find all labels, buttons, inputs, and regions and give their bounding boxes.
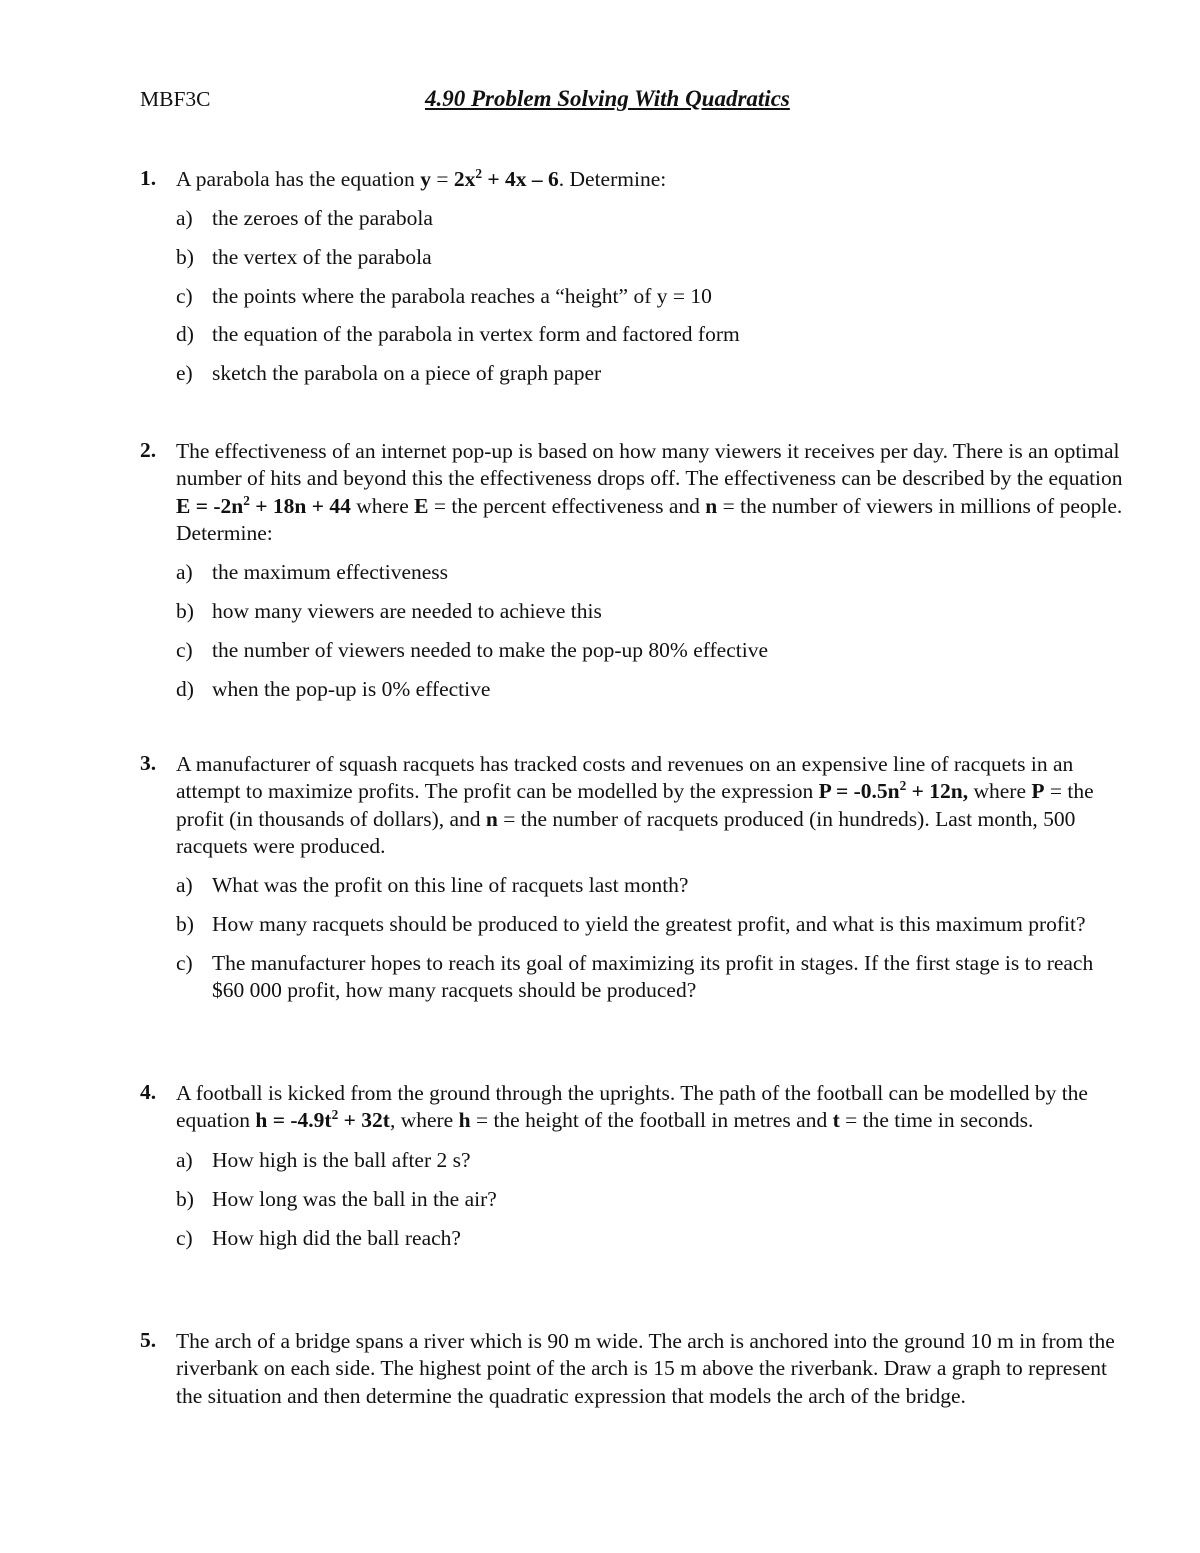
question-text: A manufacturer of squash racquets has tracked costs and revenues on an expensive line of racquets in an attempt to maximize profits. The profit can be modelled by the expression $P = -0.5n^2 + 12n$, where P = the profit (in thousands of dollars), and n = the number of racquets produced (in hundreds). Last month, 500 racquets were produced. <box>176 752 1094 858</box>
question-number: 1. <box>140 166 157 190</box>
question-text: A parabola has the equation $y = 2x^2 + 4x - 6$. Determine: <box>176 165 667 191</box>
question-text: The effectiveness of an internet pop-up is based on how many viewers it receives per day. There is an optimal number of hits and beyond this the effectiveness drops off. The effectiveness can be described by the equation $E = -2n^2 + 18n + 44$ where E = the percent effectiveness and n = the number of viewers in millions of people. Determine: <box>176 439 1123 545</box>
sub-question: b) the vertex of the parabola <box>176 245 432 270</box>
question-3 <box>140 751 1125 1004</box>
sub-question: e) sketch the parabola on a piece of graph paper <box>176 361 602 386</box>
sub-question: b) How many racquets should be produced to yield the greatest profit, and what is this maximum profit? <box>176 912 1086 937</box>
sub-question: c) How high did the ball reach? <box>176 1225 461 1250</box>
question-5 <box>140 1328 1125 1410</box>
question-number: 3. <box>140 751 157 775</box>
sub-question: c) the number of viewers needed to make the pop-up 80% effective <box>176 638 769 663</box>
question-1 <box>140 166 1125 387</box>
sub-question: d) when the pop-up is 0% effective <box>176 677 491 702</box>
question-text: A football is kicked from the ground through the uprights. The path of the football can be modelled by the equation $h = -4.9t^2 + 32t$, where h = the height of the football in metres and t = the time in seconds. <box>176 1081 1088 1133</box>
sub-question: a) the maximum effectiveness <box>176 560 449 585</box>
question-2 <box>140 438 1125 703</box>
sub-question: d) the equation of the parabola in vertex form and factored form <box>176 322 740 347</box>
page-title: 4.90 Problem Solving With Quadratics <box>425 86 790 111</box>
sub-question: b) How long was the ball in the air? <box>176 1186 497 1211</box>
sub-question: a) How high is the ball after 2 s? <box>176 1147 471 1172</box>
question-text: The arch of a bridge spans a river which is 90 m wide. The arch is anchored into the ground 10 m in from the riverbank on each side. The highest point of the arch is 15 m above the riverbank. Draw a graph to represent the situation and then determine the quadratic expression that models the arch of the bridge. <box>176 1329 1115 1408</box>
sub-question: a) the zeroes of the parabola <box>176 206 433 231</box>
course-code: MBF3C <box>140 87 211 111</box>
sub-question: b) how many viewers are needed to achieve this <box>176 599 602 624</box>
question-number: 4. <box>140 1080 157 1104</box>
sub-question: c) The manufacturer hopes to reach its goal of maximizing its profit in stages. If the first stage is to reach $60 000 profit, how many racquets should be produced? <box>176 951 1094 1003</box>
sub-question: c) the points where the parabola reaches a “height” of y = 10 <box>176 284 712 309</box>
sub-question: a) What was the profit on this line of racquets last month? <box>176 873 689 898</box>
question-number: 2. <box>140 438 157 462</box>
question-4 <box>140 1080 1125 1252</box>
question-number: 5. <box>140 1328 157 1352</box>
